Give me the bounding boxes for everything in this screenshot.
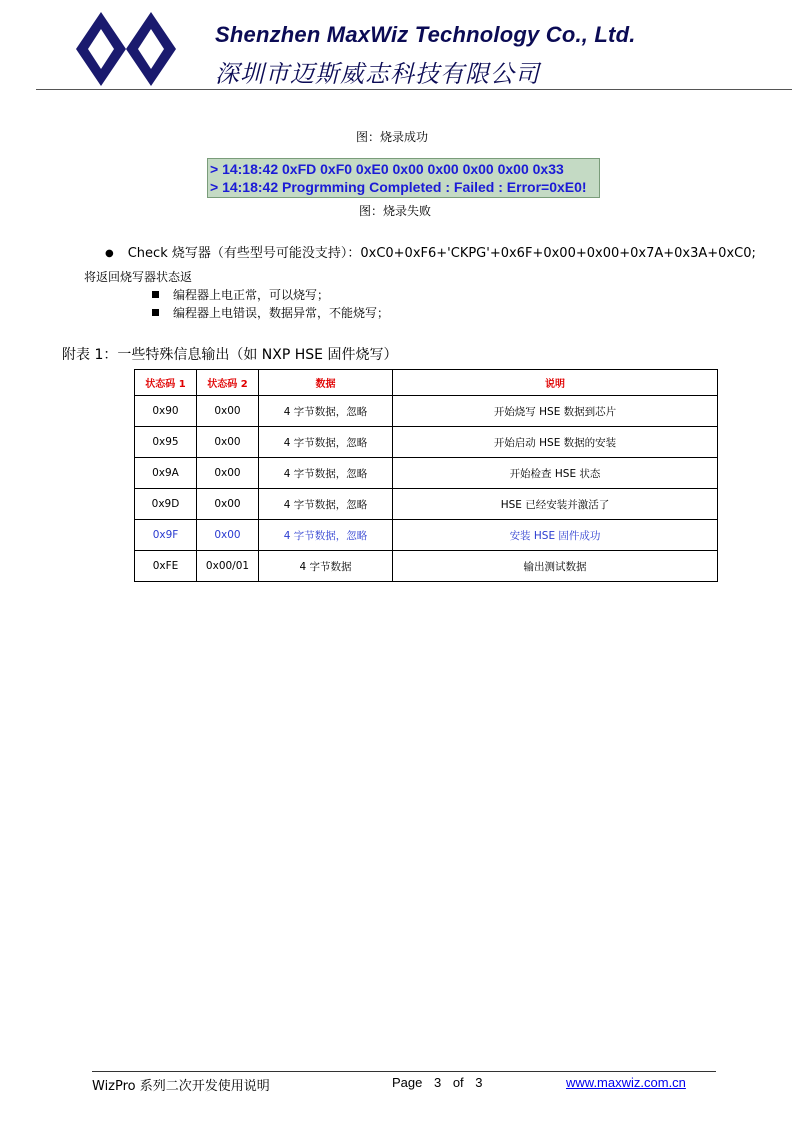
table-row-highlighted xyxy=(135,520,718,551)
column-header: 说明 xyxy=(393,370,718,396)
table-cell: 0x00 xyxy=(197,396,259,427)
table-cell: 0x00 xyxy=(197,427,259,458)
table-cell: 安装 HSE 固件成功 xyxy=(393,520,718,551)
column-header: 数据 xyxy=(259,370,393,396)
square-bullet-icon xyxy=(152,309,159,316)
footer-doc-title: WizPro 系列二次开发使用说明 xyxy=(92,1079,270,1094)
check-command-bullet xyxy=(105,242,756,261)
table-cell: 0x9A xyxy=(135,458,197,489)
bullet-dot-icon: ● xyxy=(105,248,114,259)
table-row xyxy=(135,458,718,489)
sub-item xyxy=(152,304,389,321)
table-cell: 0x00 xyxy=(197,520,259,551)
column-header: 状态码 2 xyxy=(197,370,259,396)
company-name-english: Shenzhen MaxWiz Technology Co., Ltd. xyxy=(215,22,636,47)
table-row xyxy=(135,489,718,520)
company-logo xyxy=(76,10,176,88)
table-row xyxy=(135,551,718,582)
sub-item-text: 编程器上电错误，数据异常，不能烧写； xyxy=(173,306,390,320)
table-cell: 0x9F xyxy=(135,520,197,551)
check-command-text: Check 烧写器（有些型号可能没支持）：0xC0+0xF6+'CKPG'+0x6F+0x00+0x00+0x7A+0x3A+0xC0; xyxy=(127,246,756,261)
console-line: > 14:18:42 0xFD 0xF0 0xE0 0x00 0x00 0x00 0x00 0x33 xyxy=(210,161,564,177)
return-status-text: 将返回烧写器状态返 xyxy=(84,270,193,284)
square-bullet-icon xyxy=(152,291,159,298)
table-row xyxy=(135,396,718,427)
table-row xyxy=(135,427,718,458)
console-line: > 14:18:42 Progrmming Completed : Failed : Error=0xE0! xyxy=(210,179,587,195)
table-cell: 输出测试数据 xyxy=(393,551,718,582)
table-header-row xyxy=(135,370,718,396)
table-title: 附表 1：一些特殊信息输出（如 NXP HSE 固件烧写） xyxy=(62,347,398,363)
table-cell: 开始烧写 HSE 数据到芯片 xyxy=(393,396,718,427)
caption-fail: 图：烧录失败 xyxy=(359,204,432,218)
status-code-table xyxy=(134,369,718,582)
table-cell: 4 字节数据，忽略 xyxy=(259,489,393,520)
table-cell: 4 字节数据，忽略 xyxy=(259,427,393,458)
table-cell: HSE 已经安装并激活了 xyxy=(393,489,718,520)
table-cell: 4 字节数据 xyxy=(259,551,393,582)
sub-item xyxy=(152,286,329,303)
table-cell: 0x00 xyxy=(197,489,259,520)
table-cell: 4 字节数据，忽略 xyxy=(259,520,393,551)
footer-divider xyxy=(92,1071,716,1072)
table-cell: 0xFE xyxy=(135,551,197,582)
console-output xyxy=(207,158,600,198)
footer-page-number: Page 3 of 3 xyxy=(392,1075,483,1090)
table-cell: 4 字节数据，忽略 xyxy=(259,458,393,489)
table-cell: 开始启动 HSE 数据的安装 xyxy=(393,427,718,458)
table-cell: 0x00/01 xyxy=(197,551,259,582)
caption-success: 图：烧录成功 xyxy=(356,130,429,144)
sub-item-text: 编程器上电正常，可以烧写； xyxy=(173,288,330,302)
footer-website-link[interactable]: www.maxwiz.com.cn xyxy=(566,1075,686,1090)
table-cell: 0x9D xyxy=(135,489,197,520)
table-cell: 0x95 xyxy=(135,427,197,458)
table-cell: 开始检查 HSE 状态 xyxy=(393,458,718,489)
table-cell: 4 字节数据，忽略 xyxy=(259,396,393,427)
column-header: 状态码 1 xyxy=(135,370,197,396)
table-cell: 0x00 xyxy=(197,458,259,489)
company-name-chinese: 深圳市迈斯威志科技有限公司 xyxy=(215,60,540,88)
table-cell: 0x90 xyxy=(135,396,197,427)
header-divider xyxy=(36,89,792,90)
